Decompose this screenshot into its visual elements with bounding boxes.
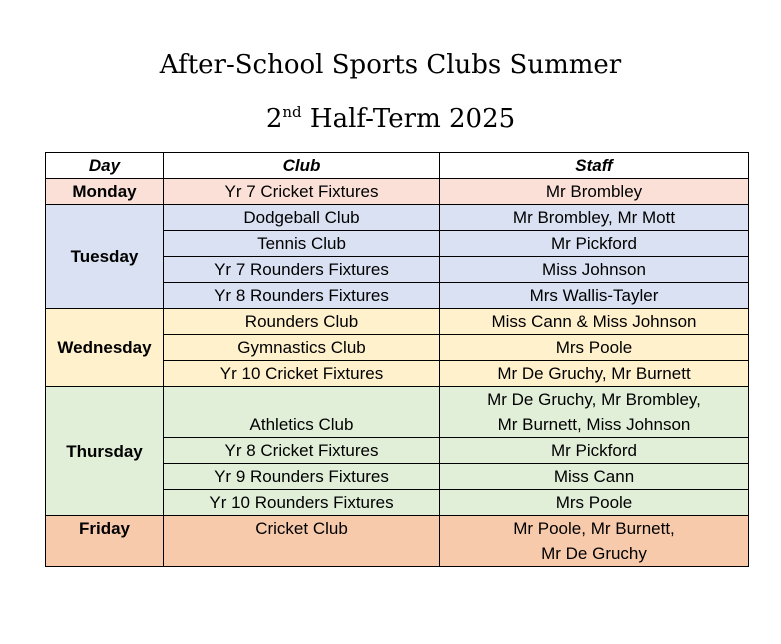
sports-clubs-table — [45, 152, 749, 567]
staff-line: Mr De Gruchy — [541, 544, 647, 563]
table-row — [46, 205, 749, 231]
page-title — [0, 50, 781, 80]
table-row — [46, 179, 749, 205]
club-cell: Rounders Club — [164, 309, 440, 335]
club-cell: Yr 7 Rounders Fixtures — [164, 257, 440, 283]
club-cell: Yr 10 Rounders Fixtures — [164, 490, 440, 516]
title-line-2-prefix: 2 — [265, 104, 283, 134]
club-cell: Yr 7 Cricket Fixtures — [164, 179, 440, 205]
staff-cell: Mr Brombley — [440, 179, 749, 205]
header-club: Club — [164, 153, 440, 179]
club-cell: Athletics Club — [164, 387, 440, 438]
club-cell: Yr 8 Cricket Fixtures — [164, 438, 440, 464]
day-cell-monday: Monday — [46, 179, 164, 205]
staff-cell-multiline — [440, 387, 749, 438]
staff-cell: Mrs Poole — [440, 490, 749, 516]
club-cell: Gymnastics Club — [164, 335, 440, 361]
staff-cell: Mr Pickford — [440, 231, 749, 257]
title-line-2-rest: Half-Term 2025 — [301, 104, 516, 134]
day-cell-wednesday: Wednesday — [46, 309, 164, 387]
table-row — [46, 387, 749, 438]
table-header-row — [46, 153, 749, 179]
club-cell: Cricket Club — [164, 516, 440, 567]
club-cell: Yr 10 Cricket Fixtures — [164, 361, 440, 387]
staff-cell: Mrs Poole — [440, 335, 749, 361]
staff-cell: Mrs Wallis-Tayler — [440, 283, 749, 309]
club-cell: Dodgeball Club — [164, 205, 440, 231]
title-line-2-superscript: nd — [282, 103, 302, 121]
club-cell: Yr 8 Rounders Fixtures — [164, 283, 440, 309]
staff-line: Mr Burnett, Miss Johnson — [497, 415, 691, 434]
table-row — [46, 516, 749, 567]
staff-cell: Mr Brombley, Mr Mott — [440, 205, 749, 231]
page-subtitle — [0, 103, 781, 134]
staff-cell: Miss Cann — [440, 464, 749, 490]
staff-cell: Miss Johnson — [440, 257, 749, 283]
staff-cell-multiline — [440, 516, 749, 567]
table-row — [46, 309, 749, 335]
staff-line: Mr De Gruchy, Mr Brombley, — [487, 390, 701, 409]
day-cell-friday: Friday — [46, 516, 164, 567]
club-cell: Tennis Club — [164, 231, 440, 257]
staff-cell: Mr De Gruchy, Mr Burnett — [440, 361, 749, 387]
title-line-1: After-School Sports Clubs Summer — [159, 50, 622, 80]
day-cell-tuesday: Tuesday — [46, 205, 164, 309]
staff-cell: Mr Pickford — [440, 438, 749, 464]
header-staff: Staff — [440, 153, 749, 179]
staff-cell: Miss Cann & Miss Johnson — [440, 309, 749, 335]
club-cell: Yr 9 Rounders Fixtures — [164, 464, 440, 490]
day-cell-thursday: Thursday — [46, 387, 164, 516]
header-day: Day — [46, 153, 164, 179]
staff-line: Mr Poole, Mr Burnett, — [513, 519, 675, 538]
